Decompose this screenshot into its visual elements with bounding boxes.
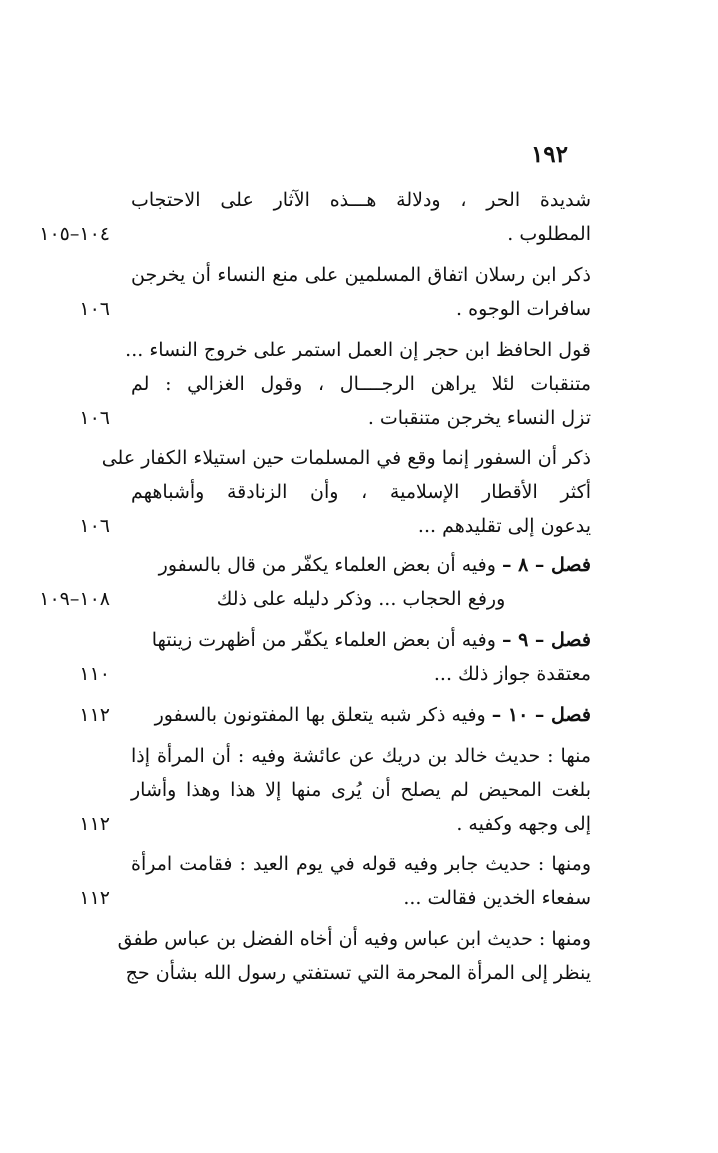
page-reference: ١٠٦ bbox=[79, 298, 110, 320]
entry-line: تزل النساء يخرجن متنقبات . ١٠٦ bbox=[0, 401, 591, 435]
index-entry bbox=[0, 922, 591, 990]
page-reference: ١١٠ bbox=[79, 663, 110, 685]
page-reference: ١١٢ bbox=[79, 887, 110, 909]
entry-line: معتقدة جواز ذلك ... ١١٠ bbox=[0, 657, 591, 691]
page-reference: ١٠٦ bbox=[79, 407, 110, 429]
section-label: فصل – ١٠ – bbox=[491, 704, 591, 726]
entry-line: فصل – ١٠ – وفيه ذكر شبه يتعلق بها المفتونون بالسفور ١١٢ bbox=[0, 698, 591, 732]
page-reference: ١١٢ bbox=[79, 813, 110, 835]
index-entry bbox=[0, 333, 591, 435]
entry-line: ذكر أن السفور إنما وقع في المسلمات حين استيلاء الكفار على bbox=[101, 447, 591, 469]
entry-line: ينظر إلى المرأة المحرمة التي تستفتي رسول الله بشأن حج bbox=[125, 962, 591, 984]
entry-line: قول الحافظ ابن حجر إن العمل استمر على خروج النساء ... bbox=[125, 339, 591, 361]
index-entry bbox=[0, 739, 591, 841]
entry-line: يدعون إلى تقليدهم ... ١٠٦ bbox=[0, 509, 591, 543]
page-reference: ١٠٨–١٠٩ bbox=[39, 588, 110, 610]
entry-line: سافرات الوجوه . ١٠٦ bbox=[0, 292, 591, 326]
entry-line: ذكر ابن رسلان اتفاق المسلمين على منع النساء أن يخرجن bbox=[131, 264, 591, 286]
index-entry bbox=[0, 258, 591, 326]
index-entry bbox=[0, 441, 591, 543]
page-reference: ١٠٤–١٠٥ bbox=[39, 223, 110, 245]
entry-line: ومنها : حديث جابر وفيه قوله في يوم العيد : فقامت امرأة bbox=[131, 853, 591, 875]
entry-line: متنقبات لئلا يراهن الرجــــال ، وقول الغزالي : لم bbox=[131, 373, 591, 395]
page-reference: ١٠٦ bbox=[79, 515, 110, 537]
page-reference: ١١٢ bbox=[79, 704, 110, 726]
section-label: فصل – ٨ – bbox=[501, 554, 591, 576]
page-number: ١٩٢ bbox=[530, 141, 568, 168]
entry-line: المطلوب . ١٠٤–١٠٥ bbox=[0, 217, 591, 251]
index-entry bbox=[0, 548, 591, 616]
entry-line: فصل – ٩ – وفيه أن بعض العلماء يكفّر من أظهرت زينتها bbox=[151, 629, 591, 651]
index-entry bbox=[0, 183, 591, 251]
index-entry bbox=[0, 698, 591, 732]
section-label: فصل – ٩ – bbox=[501, 629, 591, 651]
entry-line: منها : حديث خالد بن دريك عن عائشة وفيه : أن المرأة إذا bbox=[131, 745, 591, 767]
index-entry bbox=[0, 847, 591, 915]
entry-line: ورفع الحجاب ... وذكر دليله على ذلك ١٠٨–١٠٩ bbox=[0, 582, 591, 616]
index-entry bbox=[0, 623, 591, 691]
entry-line: إلى وجهه وكفيه . ١١٢ bbox=[0, 807, 591, 841]
entry-line: شديدة الحر ، ودلالة هـــذه الآثار على الاحتجاب bbox=[131, 189, 591, 211]
entry-line: بلغت المحيض لم يصلح أن يُرى منها إلا هذا وهذا وأشار bbox=[131, 779, 591, 801]
entry-line: سفعاء الخدين فقالت ... ١١٢ bbox=[0, 881, 591, 915]
entry-line: ومنها : حديث ابن عباس وفيه أن أخاه الفضل بن عباس طفق bbox=[117, 928, 591, 950]
entry-line: فصل – ٨ – وفيه أن بعض العلماء يكفّر من قال بالسفور bbox=[158, 554, 591, 576]
entry-line: أكثر الأقطار الإسلامية ، وأن الزنادقة وأشباههم bbox=[131, 481, 591, 503]
